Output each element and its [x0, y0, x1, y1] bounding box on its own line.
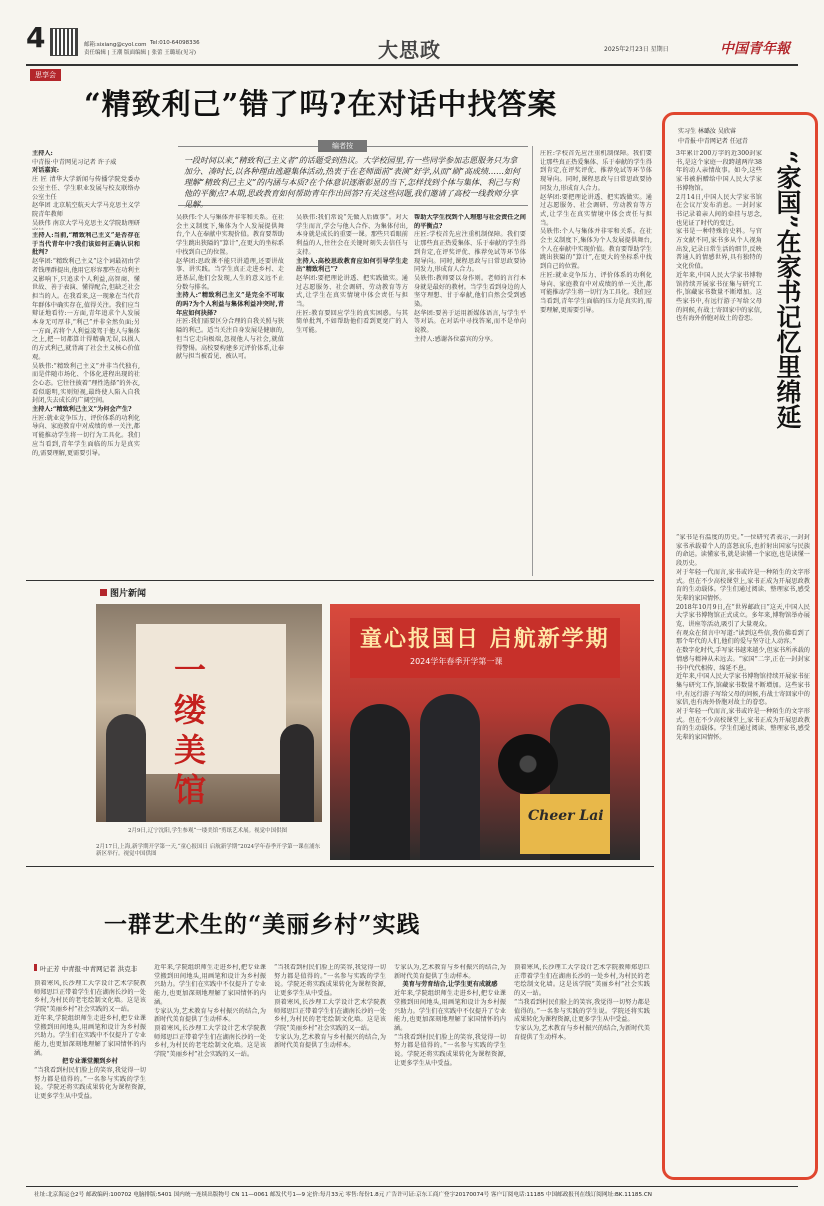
paragraph: 庄匠:我们需要区分合理的自我关照与狭隘的利己。适当关注自身发展是健康的,但当它走向极端,忽视他人与社会,就值得警惕。高校要构建多元评价体系,让奉献与担当被看见、被认可。	[176, 318, 284, 361]
guest-2: 赵华团 北京航空航天大学马克思主义学院青年教师	[32, 202, 140, 218]
paragraph: 主持人:“精致利己主义”是完全不可取的吗?为个人利益与集体利益冲突时,青年应如何抉择?	[176, 292, 284, 317]
main-column-2	[176, 214, 284, 576]
host: 中青报·中青网见习记者 许子威	[32, 158, 117, 166]
art-headline: 一群艺术生的“美丽乡村”实践	[104, 911, 421, 938]
editor-note: 一段时间以来,“精致利己主义者”的话题受到热议。大学校园里,有一些同学参加志愿服务只为拿加分、凑时长,以各种理由逃避集体活动,热衷于在老师面前“表演”好学,从而“刷”高成绩……如何理解“精致利己主义”的内涵与本质?在个体意识逐渐彰显的当下,怎样找到个体与集体、利己与利他的平衡点?本期,思政教育如何帮助青年作出回答?有关这些问题,我们邀请了高校一线教师分享见解。	[184, 156, 520, 209]
masthead	[0, 0, 824, 62]
paragraph: “当我看到村民们脸上的笑容,我觉得一切努力都是值得的。”一名参与实践的学生说。学院还将实践成果转化为课程资源,让更多学生从中受益。	[394, 1033, 506, 1067]
vinyl-record	[498, 734, 558, 794]
paragraph: 主持人:高校思政教育应如何引导学生走出“精致利己”?	[296, 257, 408, 274]
main-column-5	[540, 150, 652, 576]
sidebar-text-top	[676, 150, 762, 530]
masthead-rule	[26, 64, 798, 66]
paragraph: 近年来,学院组织师生走进乡村,把专业课堂搬到田间地头,用画笔和设计为乡村振兴助力。学生们在实践中不仅提升了专业能力,也更加深刻地理解了家国情怀的内涵。	[34, 1014, 146, 1057]
paragraph: 吴轶伟:教师要以身作则。老师的言行本身就是最好的教材。当学生看到身边的人坚守理想、甘于奉献,他们自然会受到感染。	[414, 274, 526, 309]
paragraph: 吴轶伟:个人与集体并非零和关系。在社会主义制度下,集体为个人发展提供舞台,个人在奉献中实现价值。教育要帮助学生跳出狭隘的“算计”,在更大的坐标系中找到自己的位置。	[540, 228, 652, 271]
paragraph: 专家认为,艺术教育与乡村振兴的结合,为新时代美育提供了生动样本。	[394, 964, 506, 980]
qr-code	[50, 28, 78, 56]
paragraph: 赵华团:要把理论讲透、把实践做实。通过志愿服务、社会调研、劳动教育等方式,让学生在真实情境中体会责任与担当。	[540, 193, 652, 227]
main-column-4	[414, 214, 526, 576]
exhibit-photo	[96, 604, 322, 822]
paragraph: 专家认为,艺术教育与乡村振兴的结合,为新时代美育提供了生动样本。	[274, 1033, 386, 1050]
host-label: 主持人:	[32, 150, 53, 157]
paragraph: 2018年10月9日,在“世界邮政日”这天,中国人民大学家书博物馆正式成立。多年来,博物馆举办展览、讲座等活动,吸引了大量观众。	[676, 603, 810, 629]
paragraph: 家书是一种特殊的史料。与官方文献不同,家书多从个人视角出发,记录日常生活的细节,反映普通人的情感世界,具有独特的文化价值。	[676, 228, 762, 271]
photo-rule	[26, 580, 654, 581]
caption-bottom: 2月17日,上海,新学期开学第一天,“童心报国日 启航新学期”2024学年春季开学第一课在浦东新区举行。视觉中国供图	[96, 844, 321, 857]
paragraph: 近年来,学院组织师生走进乡村,把专业课堂搬到田间地头,用画笔和设计为乡村振兴助力。学生们在实践中不仅提升了专业能力,也更加深刻地理解了家国情怀的内涵。	[394, 990, 506, 1032]
byline-text: 叶正芳 中青报·中青网记者 洪克非	[40, 965, 138, 973]
sidebar-text-bottom	[676, 534, 810, 1170]
main-headline: “精致利己”错了吗?在对话中找答案	[84, 87, 558, 121]
paragraph: 近年来,中国人民大学家书博物馆持续开展家书征集与研究工作,馆藏家书数量不断增加。这些家书中,有远行游子写给父母的问候,有战士寄回家中的家信,也有海外侨胞对故土的眷恋。	[676, 271, 762, 323]
paragraph: 庄匠:就业竞争压力、评价体系的功利化导向、家庭教育中对成绩的单一关注,都可能推动学生将一切行为工具化。我们应当看到,青年学生面临的压力是真实的,需要理解,更需要引导。	[32, 414, 140, 457]
paragraph: 帮助大学生找到个人理想与社会责任之间的平衡点?	[414, 214, 526, 230]
paragraph: 顶着寒风,长沙理工大学设计艺术学院教师郑思巨正带着学生们在湖南长沙的一处乡村,为村民的老宅绘制文化墙。这是该学院“美丽乡村”社会实践的又一站。	[514, 964, 650, 998]
editor-note-box	[178, 142, 528, 209]
child-figure	[420, 694, 480, 860]
art-column-3	[274, 964, 386, 1180]
paragraph: 顶着寒风,长沙理工大学设计艺术学院教师郑思巨正带着学生们在湖南长沙的一处乡村,为村民的老宅绘制文化墙。这是该学院“美丽乡村”社会实践的又一站。	[274, 998, 386, 1032]
footer-rule	[26, 1186, 798, 1187]
page-number: 4	[26, 21, 46, 54]
paragraph: 赵华团:“精致利己主义”这个词最初由学者钱理群提出,他用它形容那些在功利主义影响下,只追求个人利益,高智商、懂世故、善于表演、懂得配合,但缺乏社会担当的人。在我看来,这一现象在当代青年群体中确实存在,值得关注。我们应当辩证地看待:一方面,青年追求个人发展本身无可厚非,“利己”并非全然负面;另一方面,若将个人利益凌驾于他人与集体之上,把一切都算计得精确无误,以损人的方式利己,就背离了社会主义核心价值观。	[32, 258, 140, 361]
paragraph: 庄匠:教育要回应学生的真实困惑。与其简单批判,不如帮助他们看到更宽广的人生可能。	[296, 309, 408, 335]
paragraph: 顶着寒风,长沙理工大学设计艺术学院教师郑思巨正带着学生们在湖南长沙的一处乡村,为村民的老宅绘制文化墙。这是该学院“美丽乡村”社会实践的又一站。	[154, 1024, 266, 1059]
art-column-1	[34, 980, 146, 1180]
banner-subtitle: 2024学年春季开学第一课	[410, 657, 503, 666]
paragraph: 专家认为,艺术教育与乡村振兴的结合,为新时代美育提供了生动样本。	[154, 1007, 266, 1024]
paragraph: “当我看到村民们脸上的笑容,我觉得一切努力都是值得的。”一名参与实践的学生说。学院还将实践成果转化为课程资源,让更多学生从中受益。	[514, 998, 650, 1024]
record-sleeve	[520, 794, 610, 854]
photo-section-label	[100, 586, 146, 599]
paragraph: “家书是有温度的历史。”一位研究者表示,一封封家书承载着个人的喜怒哀乐,也折射出国家与民族的命运。读懂家书,就是读懂一个家庭,也是读懂一段历史。	[676, 534, 810, 568]
caption-top: 2月9日,辽宁沈阳,学生参观“一缕美馆”剪纸艺术展。视觉中国供图	[128, 828, 288, 834]
paragraph: 吴轶伟:我们常说“先做人后做事”。对大学生而言,学会与他人合作、为集体付出,本身就是成长的重要一课。那些只看眼前利益的人,往往会在关键时刻失去信任与支持。	[296, 214, 408, 256]
paragraph: 赵华团:思政课不能只讲道理,还要讲故事、讲实践。当学生真正走进乡村、走进基层,他们会发现,人生的意义远不止分数与排名。	[176, 257, 284, 291]
art-column-5	[514, 964, 650, 1180]
paragraph: 吴轶伟:个人与集体并非零和关系。在社会主义制度下,集体为个人发展提供舞台,个人在奉献中实现价值。教育要帮助学生跳出狭隘的“算计”,在更大的坐标系中找到自己的位置。	[176, 214, 284, 256]
byline-marker	[34, 964, 37, 971]
paragraph: 主持人:感谢各位嘉宾的分享。	[414, 335, 497, 343]
paragraph: 3年累计200万字的近300封家书,是这个家庭一段跨越两岸38年的动人亲情故事。如今,这些家书被捐赠给中国人民大学家书博物馆。	[676, 150, 762, 192]
paragraph: 有观众在留言中写道:“读到这些信,我仿佛看到了那个年代的人们,他们的爱与坚守让人动容。”	[676, 629, 810, 646]
host-guests	[32, 150, 140, 230]
art-column-2	[154, 964, 266, 1180]
sidebar-reporter-2: 中青报·中青网记者 任冠青	[678, 138, 748, 145]
paragraph: 庄匠:学校首先应注重机制保障。我们要让那些真正热爱集体、乐于奉献的学生得到肯定,在评奖评优、推荐免试等环节体现导向。同时,课程思政与日常思政要协同发力,形成育人合力。	[414, 231, 526, 274]
editors: 责任编辑 | 王潮 版面编辑 | 张蕾 王璐瑶(见习)	[84, 50, 196, 56]
main-column-1	[32, 232, 140, 576]
banner-title: 童心报国日 启航新学期	[360, 626, 610, 652]
record-label: Cheer Lai	[528, 808, 604, 824]
main-column-3	[296, 214, 408, 576]
paragraph: 赵华团:要把理论讲透、把实践做实。通过志愿服务、社会调研、劳动教育等方式,让学生在真实情境中体会责任与担当。	[296, 274, 408, 309]
paragraph: 主持人:“精致利己主义”为何会产生?	[32, 406, 132, 414]
paragraph: “当我看到村民们脸上的笑容,我觉得一切努力都是值得的。”一名参与实践的学生说。学院还将实践成果转化为课程资源,让更多学生从中受益。	[34, 1067, 146, 1101]
sidebar-headline: “家国”在家书记忆里绵延	[773, 150, 802, 429]
art-subhead: 把专业课堂搬到乡村	[62, 1058, 118, 1066]
guests-label: 对话嘉宾:	[32, 167, 60, 175]
email: 邮箱:sixiang@cyol.com	[84, 42, 147, 48]
paragraph: 近年来,中国人民大学家书博物馆持续开展家书征集与研究工作,馆藏家书数量不断增加。这些家书中,有远行游子写给父母的问候,有战士寄回家中的家信,也有海外侨胞对故土的眷恋。	[676, 673, 810, 707]
column-tag: 思享会	[30, 69, 61, 81]
paragraph: 赵华团:要善于运用新媒体语言,与学生平等对话。在对话中寻找答案,而不是单向说教。	[414, 309, 526, 335]
art-subhead: 美育与劳育结合,让学生更有成就感	[402, 981, 498, 989]
phone: Tel:010-64098336	[150, 40, 200, 46]
paragraph: “当我看到村民们脸上的笑容,我觉得一切努力都是值得的。”一名参与实践的学生说。学院还将实践成果转化为课程资源,让更多学生从中受益。	[274, 964, 386, 998]
paragraph: 专家认为,艺术教育与乡村振兴的结合,为新时代美育提供了生动样本。	[514, 1024, 650, 1041]
paragraph: 对于年轻一代而言,家书或许是一种陌生的文字形式。但在不少高校课堂上,家书正成为开展思政教育的生动载体。学生们通过阅读、整理家书,感受先辈的家国情怀。	[676, 708, 810, 742]
editor-note-label: 编者按	[318, 140, 367, 152]
paragraph: 顶着寒风,长沙理工大学设计艺术学院教师郑思巨正带着学生们在湖南长沙的一处乡村,为村民的老宅绘制文化墙。这是该学院“美丽乡村”社会实践的又一站。	[34, 980, 146, 1014]
main-col-rule	[532, 146, 533, 576]
ceremony-photo	[330, 604, 640, 860]
art-rule	[26, 866, 654, 867]
paragraph: 吴轶伟:“精致利己主义”并非当代独有,而是伴随市场化、个体化进程出现的社会心态。它往往披着“理性选择”的外衣,看似聪明,实则短视,最终使人陷入自我封闭,失去成长的广阔空间。	[32, 362, 140, 405]
paragraph: 近年来,学院组织师生走进乡村,把专业课堂搬到田间地头,用画笔和设计为乡村振兴助力。学生们在实践中不仅提升了专业能力,也更加深刻地理解了家国情怀的内涵。	[154, 964, 266, 1006]
date: 2025年2月23日 星期日	[604, 46, 669, 53]
student-figure	[106, 714, 146, 822]
photo-label-text: 图片新闻	[110, 589, 147, 599]
section-title: 大思政	[378, 38, 441, 62]
paragraph: 2月14日,中国人民大学家书馆在会议厅发布消息。一封封家书记录着亲人间的牵挂与思念,也见证了时代的变迁。	[676, 193, 762, 227]
art-column-4	[394, 964, 506, 1180]
photo-icon	[100, 589, 107, 596]
student-figure	[280, 724, 314, 822]
ceremony-banner	[350, 618, 620, 678]
paper-cut-art: 一缕美馆	[174, 651, 207, 809]
paragraph: 对于年轻一代而言,家书或许是一种陌生的文字形式。但在不少高校课堂上,家书正成为开展思政教育的生动载体。学生们通过阅读、整理家书,感受先辈的家国情怀。	[676, 568, 810, 602]
brand-logo: 中国青年報	[720, 41, 790, 57]
paragraph: 主持人:当前,“精致利己主义”是否存在于当代青年中?我们该如何正确认识和批判?	[32, 232, 140, 257]
footer-text: 社址:北京海运仓2号 邮政编码:100702 电脑排版:5401 国内统一连续出版物号 CN 11—0061 邮发代号1—9 定价:每月33元 零售:每份1.8元 广告许可证:京东工商广登字20170074号 客户订阅电话:11185 中国邮政报刊在线订阅网址:BK.11185.CN	[34, 1192, 652, 1198]
art-byline	[34, 964, 137, 973]
sidebar-reporter-1: 实习生 林璐汝 吴欣睿	[678, 128, 736, 135]
paragraph: 庄匠:学校首先应注重机制保障。我们要让那些真正热爱集体、乐于奉献的学生得到肯定,在评奖评优、推荐免试等环节体现导向。同时,课程思政与日常思政要协同发力,形成育人合力。	[540, 150, 652, 192]
guest-3: 吴轶伟 南京大学马克思主义学院助理研	[32, 219, 140, 227]
paragraph: 在数字化时代,手写家书越来越少,但家书所承载的情感与精神从未远去。“家国”二字,正在一封封家书中代代相传、绵延不息。	[676, 647, 810, 672]
guest-1: 庄 匠 清华大学新闻与传播学院党委办公室主任、学生职业发展与校友联络办公室主任	[32, 176, 140, 201]
paragraph: 庄匠:就业竞争压力、评价体系的功利化导向、家庭教育中对成绩的单一关注,都可能推动学生将一切行为工具化。我们应当看到,青年学生面临的压力是真实的,需要理解,更需要引导。	[540, 271, 652, 314]
child-figure	[350, 704, 410, 860]
